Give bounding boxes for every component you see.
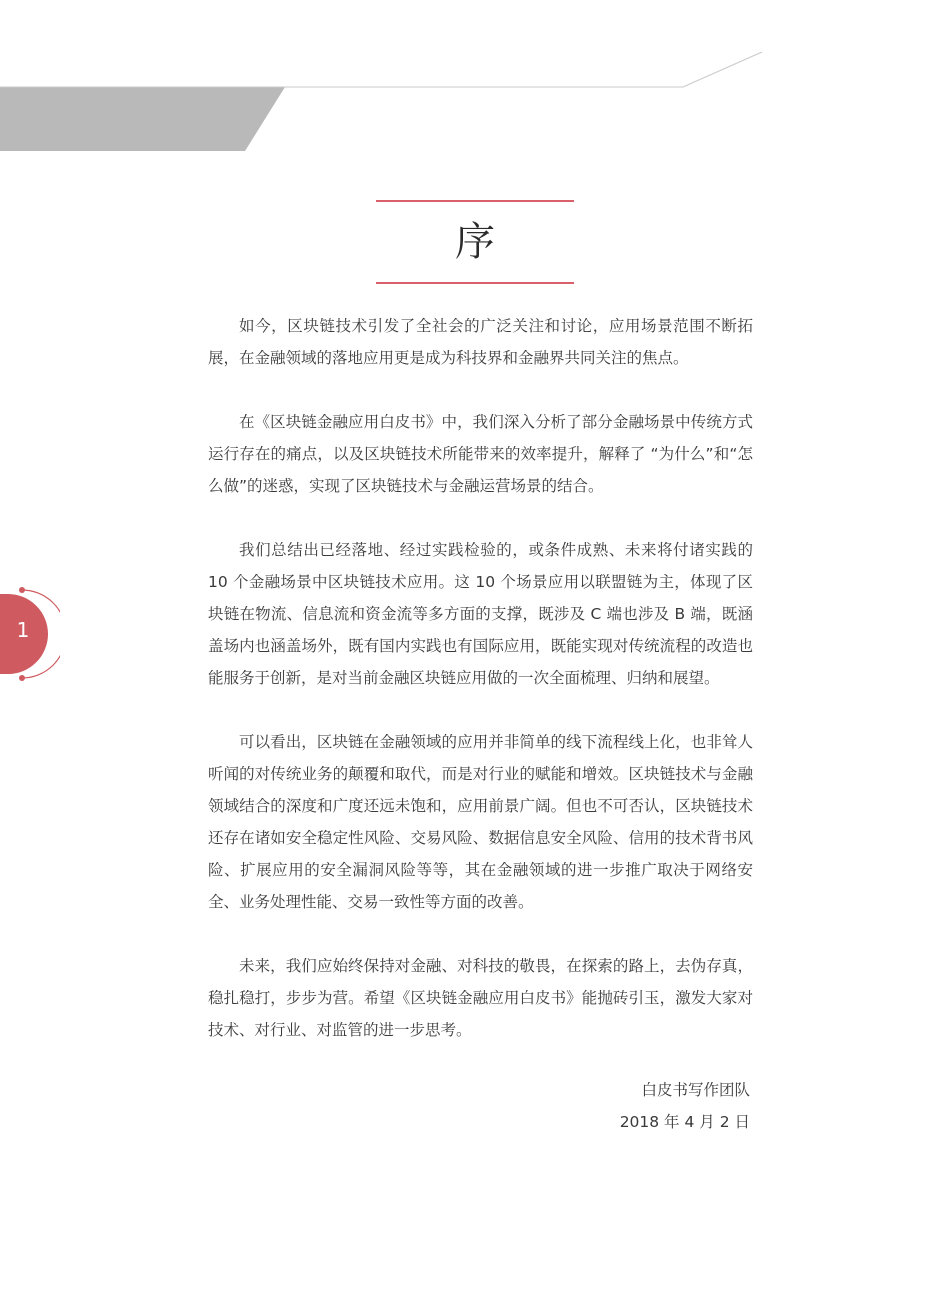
paragraph-1: 如今，区块链技术引发了全社会的广泛关注和讨论，应用场景范围不断拓展，在金融领域的落地应用更是成为科技界和金融界共同关注的焦点。 — [208, 317, 753, 367]
signature-date: 2018 年 4 月 2 日 — [619, 1113, 750, 1131]
page-number: 1 — [16, 618, 30, 642]
page-badge-dot-bottom — [19, 675, 25, 681]
paragraph-4: 可以看出，区块链在金融领域的应用并非简单的线下流程线上化，也非耸人听闻的对传统业务的颠覆和取代，而是对行业的赋能和增效。区块链技术与金融领域结合的深度和广度还远未饱和，应用前景广阔。但也不可否认，区块链技术还存在诸如安全稳定性风险、交易风险、数据信息安全风险、信用的技术背书风险、扩展应用的安全漏洞风险等等，其在金融领域的进一步推广取决于网络安全、业务处理性能、交易一致性等方面的改善。 — [208, 733, 753, 911]
header-gray-banner — [0, 87, 285, 151]
page-title: 序 — [455, 219, 495, 265]
signature-author: 白皮书写作团队 — [641, 1081, 750, 1099]
page-badge-dot-top — [19, 587, 25, 593]
paragraph-3: 我们总结出已经落地、经过实践检验的，或条件成熟、未来将付诸实践的 10 个金融场景中区块链技术应用。这 10 个场景应用以联盟链为主，体现了区块链在物流、信息流和资金流等多方面的支撑，既涉及 C 端也涉及 B 端，既涵盖场内也涵盖场外，既有国内实践也有国际应用，既能实现对传统流程的改造也能服务于创新，是对当前金融区块链应用做的一次全面梳理、归纳和展望。 — [208, 541, 753, 687]
header-thin-line — [0, 52, 762, 87]
paragraph-5: 未来，我们应始终保持对金融、对科技的敬畏，在探索的路上，去伪存真，稳扎稳打，步步为营。希望《区块链金融应用白皮书》能抛砖引玉，激发大家对技术、对行业、对监管的进一步思考。 — [208, 957, 753, 1039]
title-rule-bottom — [376, 282, 574, 284]
paragraph-2: 在《区块链金融应用白皮书》中，我们深入分析了部分金融场景中传统方式运行存在的痛点，以及区块链技术所能带来的效率提升，解释了 “为什么”和“怎么做”的迷惑，实现了区块链技术与金融运营场景的结合。 — [208, 413, 753, 495]
preface-body — [208, 310, 753, 1078]
header-decoration — [0, 0, 950, 160]
title-rule-top — [376, 200, 574, 202]
signature-block — [500, 1074, 750, 1138]
